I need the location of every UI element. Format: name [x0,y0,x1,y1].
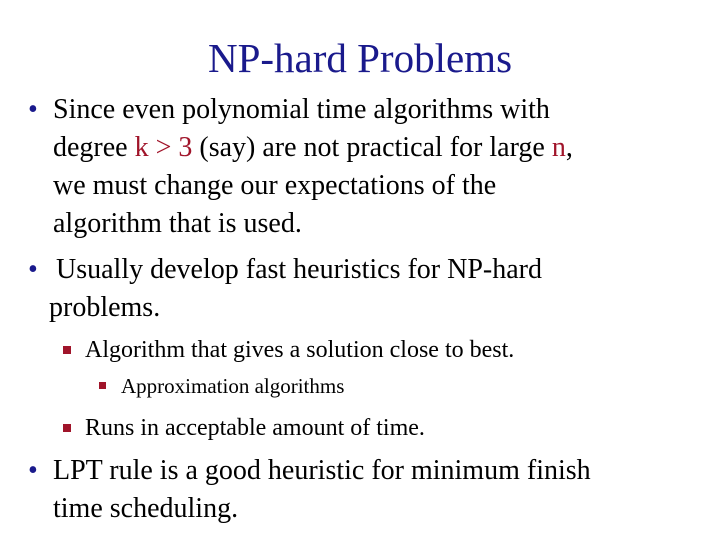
bullet-marker: • [28,254,38,285]
bullet-marker: • [28,94,38,125]
n-variable: n [551,132,566,163]
bullet-1-line-4: algorithm that is used. [53,208,302,239]
bullet-3-line-1: LPT rule is a good heuristic for minimum finish [53,455,591,486]
sub-sub-bullet-square-icon [99,382,106,389]
slide-title: NP-hard Problems [207,35,513,81]
k-expression: k > 3 [134,132,193,163]
bullet-2-line-1: Usually develop fast heuristics for NP-hard [49,254,542,285]
bullet-3-text [53,452,703,528]
sub-bullet-1: Algorithm that gives a solution close to best. [85,337,515,363]
bullet-1-line-3: we must change our expectations of the [53,170,497,201]
bullet-3-line-2: time scheduling. [53,493,239,524]
sub-bullet-2: Runs in acceptable amount of time. [85,415,425,441]
bullet-1-line-1: Since even polynomial time algorithms with [53,94,550,125]
bullet-1-line-2 [53,129,703,167]
bullet-marker: • [28,455,38,486]
bullet-1-text-3: (say) are not practical for large [192,132,552,163]
sub-bullet-square-icon [63,346,71,354]
sub-sub-bullet-1: Approximation algorithms [121,374,345,398]
bullet-1-text [53,91,703,243]
bullet-1-text-2: degree [53,132,135,163]
sub-bullet-square-icon [63,424,71,432]
bullet-2-text [49,251,699,327]
bullet-1-text-4: , [565,132,573,163]
bullet-2-line-2: problems. [49,292,161,323]
